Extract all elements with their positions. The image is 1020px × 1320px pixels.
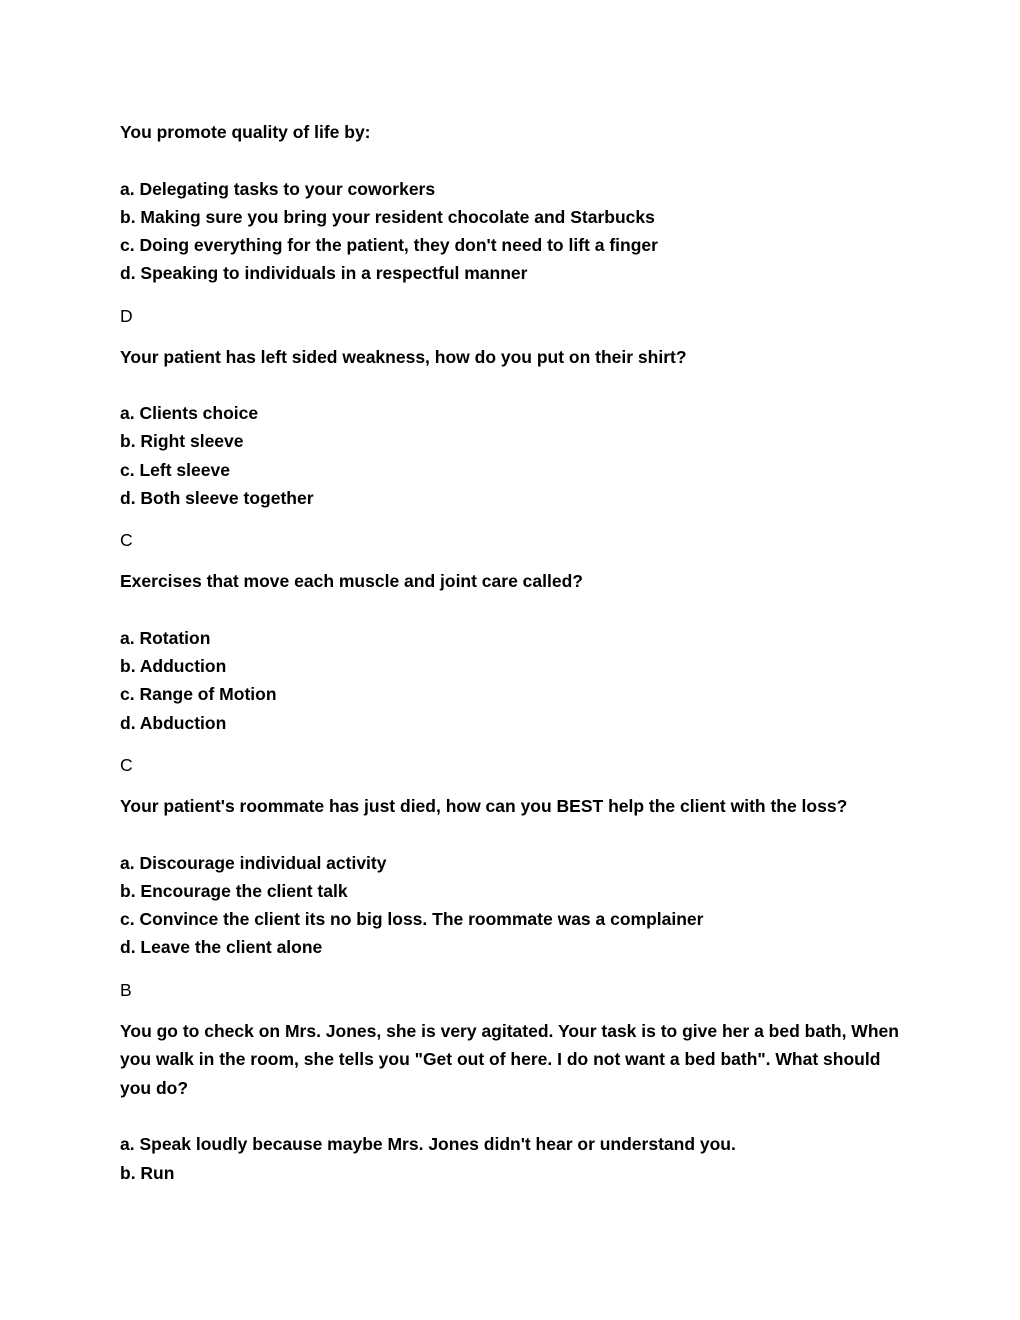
question-text: You go to check on Mrs. Jones, she is very agitated. Your task is to give her a bed bath, When you walk in the room, she tells you "Get out of here. I do not want a bed bath". What should you do? <box>120 1020 899 1098</box>
option-d: d. Leave the client alone <box>120 937 323 958</box>
options-list <box>120 399 910 512</box>
option-c: c. Left sleeve <box>120 459 230 480</box>
question-block-5 <box>120 1017 910 1187</box>
option-d: d. Both sleeve together <box>120 488 314 509</box>
answer-key: C <box>120 755 133 776</box>
option-a: a. Rotation <box>120 627 211 648</box>
options-list <box>120 1130 910 1187</box>
options-list <box>120 624 910 737</box>
option-d: d. Abduction <box>120 712 227 733</box>
option-c: c. Convince the client its no big loss. The roommate was a complainer <box>120 909 704 930</box>
options-list <box>120 849 910 962</box>
question-block-3 <box>120 567 910 779</box>
option-d: d. Speaking to individuals in a respectful manner <box>120 263 528 284</box>
answer-key: B <box>120 979 132 1000</box>
question-text: Your patient's roommate has just died, how can you BEST help the client with the loss? <box>120 796 848 817</box>
option-a: a. Delegating tasks to your coworkers <box>120 178 436 199</box>
option-c: c. Doing everything for the patient, they don't need to lift a finger <box>120 235 658 256</box>
question-block-1 <box>120 118 910 330</box>
question-block-4 <box>120 792 910 1004</box>
option-b: b. Run <box>120 1162 175 1183</box>
option-a: a. Clients choice <box>120 403 259 424</box>
option-a: a. Discourage individual activity <box>120 852 387 873</box>
answer-key: D <box>120 305 133 326</box>
question-block-2 <box>120 343 910 555</box>
question-text: Exercises that move each muscle and joint care called? <box>120 571 583 592</box>
question-text: You promote quality of life by: <box>120 122 371 142</box>
option-b: b. Encourage the client talk <box>120 880 348 901</box>
options-list <box>120 175 910 288</box>
option-b: b. Right sleeve <box>120 431 244 452</box>
option-c: c. Range of Motion <box>120 684 277 705</box>
question-text: Your patient has left sided weakness, how do you put on their shirt? <box>120 346 687 367</box>
option-b: b. Adduction <box>120 656 227 677</box>
document-page <box>120 118 910 1187</box>
option-b: b. Making sure you bring your resident chocolate and Starbucks <box>120 206 655 227</box>
answer-key: C <box>120 530 133 551</box>
option-a: a. Speak loudly because maybe Mrs. Jones didn't hear or understand you. <box>120 1134 736 1155</box>
